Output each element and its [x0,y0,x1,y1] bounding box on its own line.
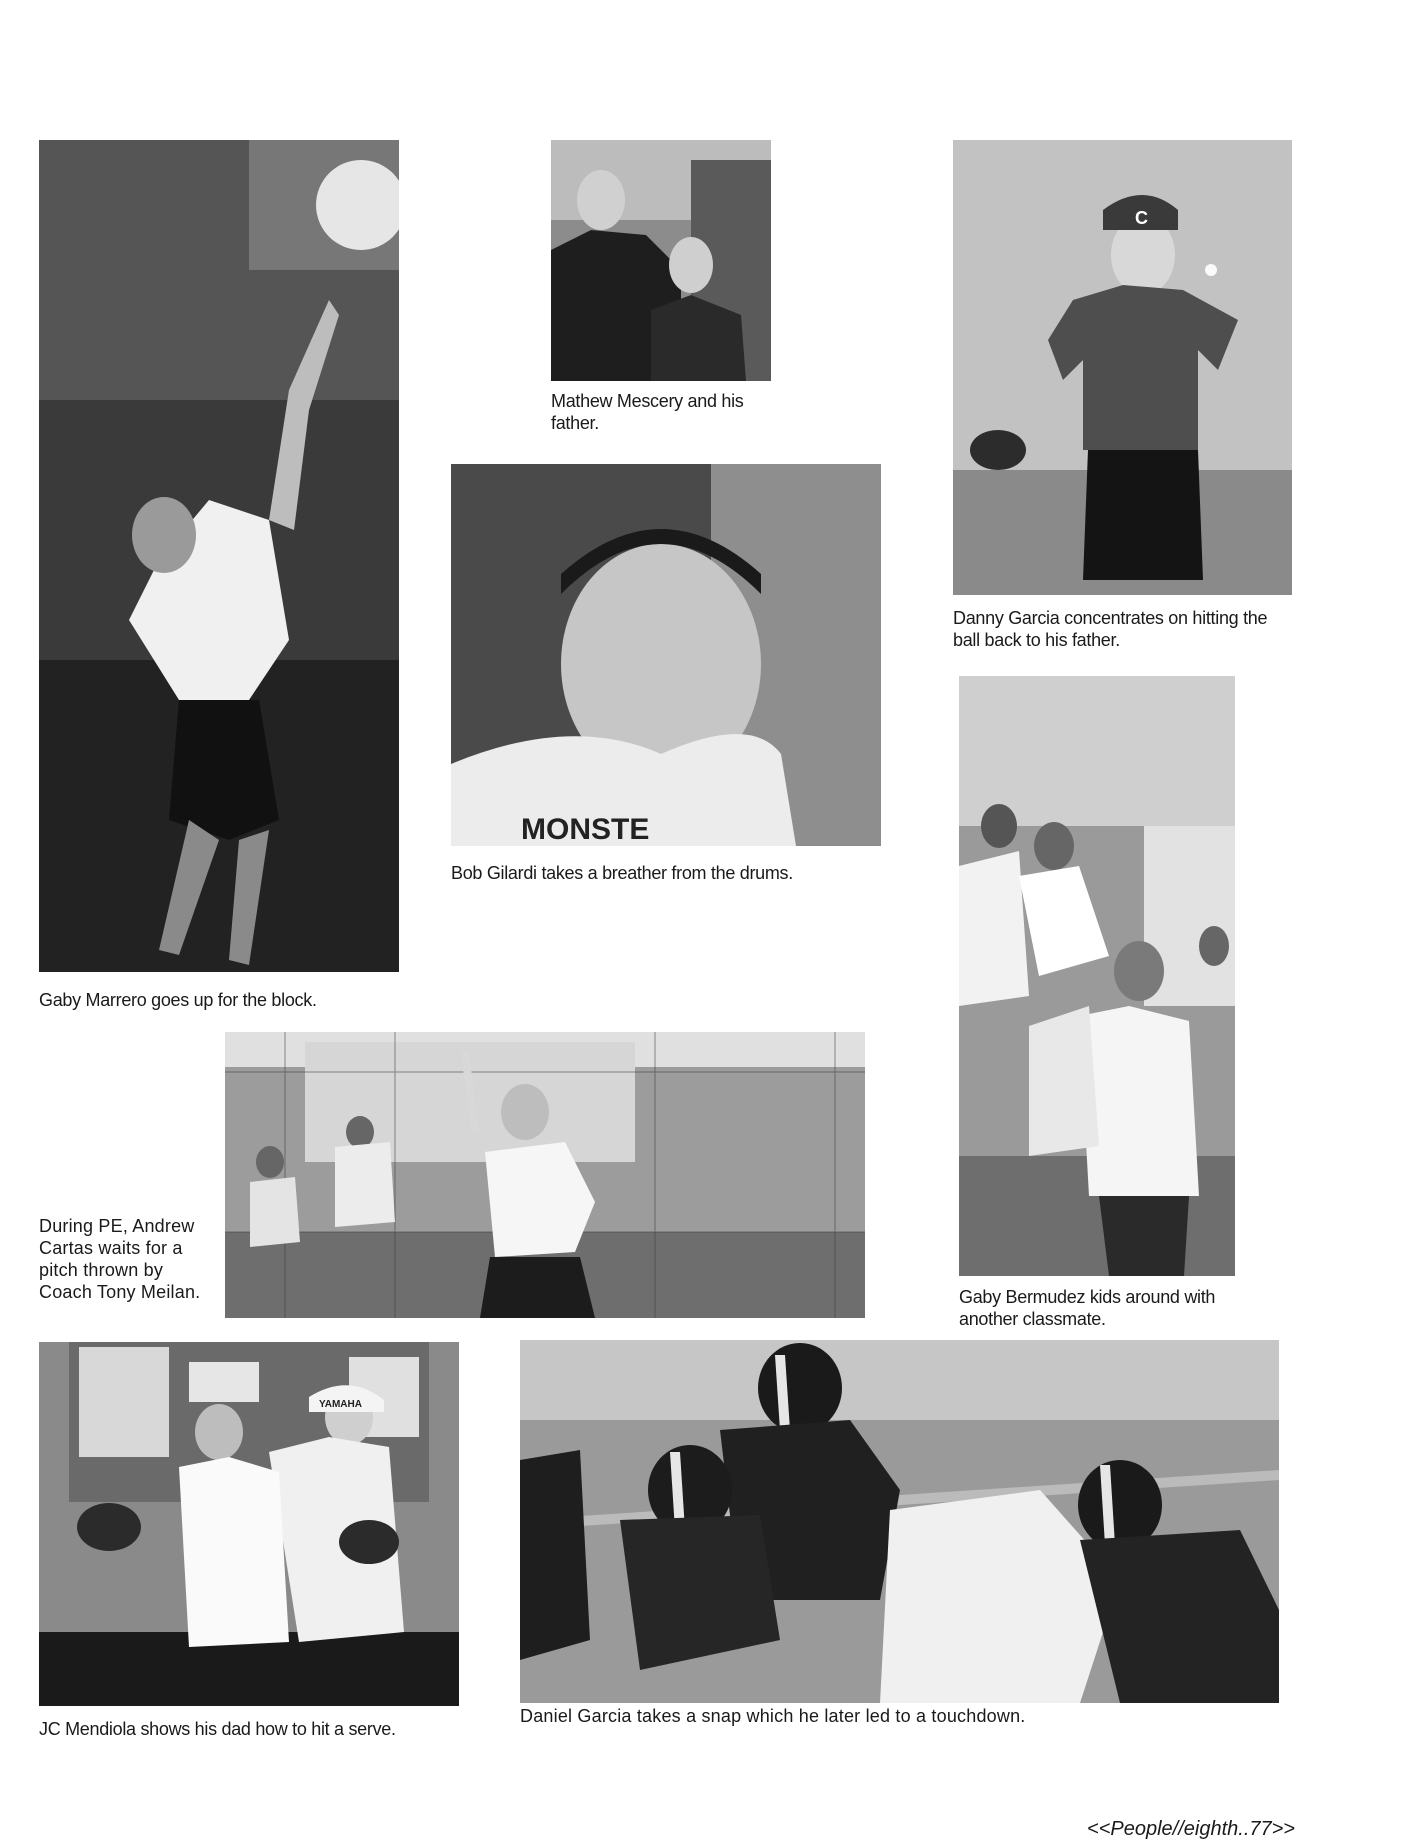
caption-andrew-cartas: During PE, Andrew Cartas waits for a pitch thrown by Coach Tony Meilan. [39,1216,201,1302]
cap-brand-text: YAMAHA [319,1399,362,1410]
photo-ping-pong-player-image [953,140,1292,595]
photo-table-tennis-serve-image [39,1342,459,1706]
photo-smiling-boy-closeup [451,464,881,846]
photo-father-son-portrait [551,140,771,381]
photo-football-snap-image [520,1340,1279,1703]
caption-bob-gilardi: Bob Gilardi takes a breather from the drums. [451,863,793,883]
page-folio: <<People//eighth..77>> [1087,1818,1295,1840]
photo-students-group-image [959,676,1235,1276]
caption-danny-garcia: Danny Garcia concentrates on hitting the ball back to his father. [953,608,1268,650]
caption-gaby-bermudez: Gaby Bermudez kids around with another classmate. [959,1287,1216,1329]
photo-batter-softball [225,1032,865,1318]
caption-jc-mendiola: JC Mendiola shows his dad how to hit a serve. [39,1719,396,1739]
caption-daniel-garcia: Daniel Garcia takes a snap which he later led to a touchdown. [520,1706,1026,1726]
photo-volleyball-block [39,140,399,972]
photo-students-group [959,676,1235,1276]
caption-gaby-marrero: Gaby Marrero goes up for the block. [39,990,317,1010]
photo-father-son-portrait-image [551,140,771,381]
cap-logo-text: C [1135,208,1148,228]
photo-volleyball-block-image [39,140,399,972]
shirt-print-text: MONSTE [521,813,650,846]
photo-batter-softball-image [225,1032,865,1318]
photo-table-tennis-serve [39,1342,459,1706]
photo-ping-pong-player [953,140,1292,595]
caption-mathew-mescery: Mathew Mescery and his father. [551,391,744,433]
photo-smiling-boy-closeup-image [451,464,881,846]
photo-football-snap [520,1340,1279,1703]
